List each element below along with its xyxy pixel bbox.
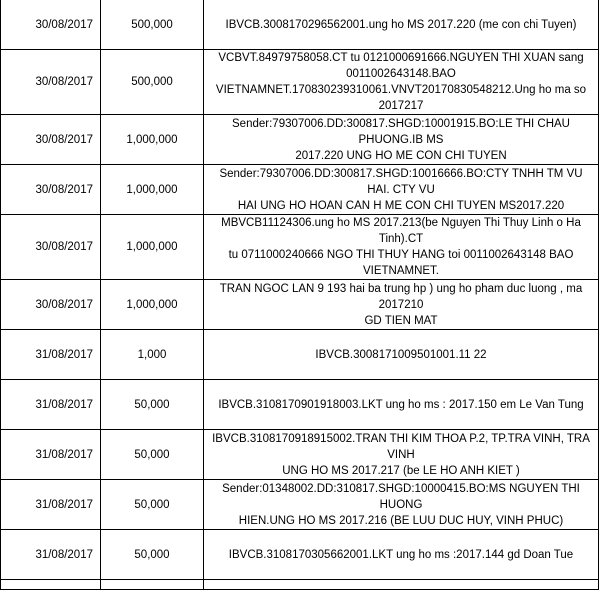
transaction-description xyxy=(204,215,599,280)
description-line: HAI UNG HO HOAN CAN H ME CON CHI TUYEN MS2017.220 xyxy=(237,199,565,212)
transaction-amount: 50,000 xyxy=(101,380,204,430)
transaction-amount: 1,000 xyxy=(101,330,204,380)
table-row xyxy=(1,165,599,215)
transaction-description xyxy=(204,165,599,215)
transaction-date: 30/08/2017 xyxy=(1,165,101,215)
table-row xyxy=(1,115,599,165)
description-line: Sender:79307006.DD:300817.SHGD:10001915.BO:LE THI CHAU PHUONG.IB MS xyxy=(232,117,570,146)
transaction-date xyxy=(1,580,101,590)
description-line: HIEN.UNG HO MS 2017.216 (BE LUU DUC HUY, VINH PHUC) xyxy=(238,514,564,527)
table-row xyxy=(1,530,599,580)
transaction-amount: 1,000,000 xyxy=(101,215,204,280)
transaction-description xyxy=(204,380,599,430)
table-row xyxy=(1,280,599,330)
table-row xyxy=(1,50,599,115)
description-line: Sender:01348002.DD:310817.SHGD:10000415.BO:MS NGUYEN THI HUONG xyxy=(222,482,580,511)
transaction-description xyxy=(204,530,599,580)
table-row xyxy=(1,0,599,50)
description-line: 0011002643148.BAO xyxy=(346,68,456,80)
transaction-date: 30/08/2017 xyxy=(1,115,101,165)
transaction-amount: 500,000 xyxy=(101,50,204,115)
transaction-amount: 50,000 xyxy=(101,530,204,580)
transaction-date: 30/08/2017 xyxy=(1,215,101,280)
transaction-description xyxy=(204,0,599,50)
transaction-date: 31/08/2017 xyxy=(1,530,101,580)
transaction-amount: 50,000 xyxy=(101,430,204,480)
transaction-date: 30/08/2017 xyxy=(1,50,101,115)
table-row xyxy=(1,480,599,530)
table-row xyxy=(1,380,599,430)
description-line: tu 0711000240666 NGO THI THUY HANG toi 0011002643148 BAO VIETNAMNET. xyxy=(228,249,574,277)
transaction-description xyxy=(204,330,599,380)
transaction-amount: 50,000 xyxy=(101,480,204,530)
transaction-amount: 1,000,000 xyxy=(101,280,204,330)
transaction-date: 31/08/2017 xyxy=(1,330,101,380)
transaction-date: 30/08/2017 xyxy=(1,0,101,50)
transaction-date: 31/08/2017 xyxy=(1,380,101,430)
table-row xyxy=(1,215,599,280)
transaction-date: 31/08/2017 xyxy=(1,480,101,530)
table-row xyxy=(1,330,599,380)
transaction-description xyxy=(204,430,599,480)
transaction-description xyxy=(204,115,599,165)
description-line: IBVCB.3008170296562001.ung ho MS 2017.220 (me con chi Tuyen) xyxy=(225,18,577,31)
table-row xyxy=(1,430,599,480)
description-line: IBVCB.3108170918915002.TRAN THI KIM THOA P.2, TP.TRA VINH, TRA VINH xyxy=(212,432,590,461)
transaction-amount: 500,000 xyxy=(101,0,204,50)
description-line: VCBVT.84979758058.CT tu 0121000691666.NGUYEN THI XUAN sang xyxy=(218,52,584,64)
description-line: TRAN NGOC LAN 9 193 hai ba trung hp ) ung ho pham duc luong , ma 2017210 xyxy=(219,282,583,311)
table-row xyxy=(1,580,599,590)
transaction-amount xyxy=(101,580,204,590)
transaction-description xyxy=(204,580,599,590)
transaction-date: 30/08/2017 xyxy=(1,280,101,330)
description-line: 2017.220 UNG HO ME CON CHI TUYEN xyxy=(295,149,507,162)
transaction-amount: 1,000,000 xyxy=(101,165,204,215)
description-line: IBVCB.3008171009501001.11 22 xyxy=(315,348,487,361)
description-line: MBVCB11124306.ung ho MS 2017.213(be Nguyen Thi Thuy Linh o Ha Tinh).CT xyxy=(221,217,581,245)
transaction-date: 31/08/2017 xyxy=(1,430,101,480)
transaction-description xyxy=(204,480,599,530)
description-line: IBVCB.3108170901918003.LKT ung ho ms : 2017.150 em Le Van Tung xyxy=(218,398,584,411)
description-line: Sender:79307006.DD:300817.SHGD:10016666.BO:CTY TNHH TM VU HAI. CTY VU xyxy=(219,167,583,196)
description-line: GD TIEN MAT xyxy=(364,314,438,327)
description-line: VIETNAMNET.170830239310061.VNVT20170830548212.Ung ho ma so 2017217 xyxy=(215,84,587,112)
description-line: IBVCB.3108170305662001.LKT ung ho ms :2017.144 gd Doan Tue xyxy=(228,548,574,561)
transaction-amount: 1,000,000 xyxy=(101,115,204,165)
transaction-description xyxy=(204,50,599,115)
transaction-description xyxy=(204,280,599,330)
description-line: UNG HO MS 2017.217 (be LE HO ANH KIET ) xyxy=(282,464,520,477)
